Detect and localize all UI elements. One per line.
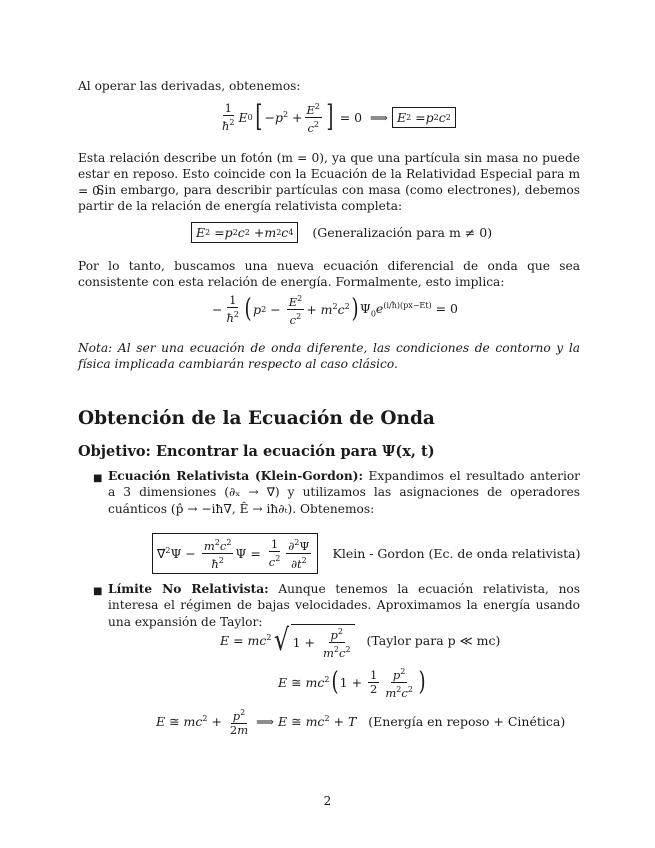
equation-derivative-result: $\frac{1}{ħ^2}$ E 0 [ $-p^2$ + $\frac{E^2}{c^2}$ ] = 0 ⟹ E 2 = p 2 c 2 xyxy=(218,100,456,135)
generalization-note: (Generalización para m ≠ 0) xyxy=(312,225,493,240)
paragraph-intro: Al operar las derivadas, obtenemos: xyxy=(78,79,301,93)
equation-relativistic-energy xyxy=(191,222,492,243)
subsection-title: Objetivo: Encontrar la ecuación para Ψ(x, t) xyxy=(78,443,435,460)
equation-energy-sqrt: E = $mc^2$ √ 1 + $\frac{p^2}{m^2c^2}$ (Taylor para p ≪ mc) xyxy=(220,622,501,660)
klein-gordon-label: Klein - Gordon (Ec. de onda relativista) xyxy=(332,545,581,561)
section-title: Obtención de la Ecuación de Onda xyxy=(78,408,435,429)
bullet-icon: ■ xyxy=(93,586,103,597)
equation-energy-rest-kinetic: E ≅ $mc^2$ + $\frac{p^2}{2m}$ ⟹ E ≅ $mc^2 + T$ (Energía en reposo + Cinética) xyxy=(156,708,566,737)
boxed-energy-relation: E 2 = p 2 c 2 + m 2 c 4 xyxy=(191,222,298,243)
bullet-icon: ■ xyxy=(93,473,103,484)
equation-klein-gordon xyxy=(152,533,580,574)
boxed-klein-gordon: ∇⃗$^2$Ψ − $\frac{m^2c^2}{ħ^2}$ Ψ = $\frac{1}{c^2}$ $\frac{\partial^2\Psi}{\partial t^2}$ xyxy=(152,533,318,574)
list-item-heading: Límite No Relativista: xyxy=(108,582,269,596)
note-paragraph: Nota: Al ser una ecuación de onda diferente, las condiciones de contorno y la física implicada cambiarán respecto al caso clásico. xyxy=(78,341,580,372)
paragraph-new-equation: Por lo tanto, buscamos una nueva ecuación diferencial de onda que sea consistente con esta relación de energía. Formalmente, esto implica: xyxy=(78,259,580,290)
equation-energy-approx: E ≅ $mc^2$ ( 1 + $\frac{1}{2}$ $\frac{p^2}{m^2c^2}$ ) xyxy=(278,667,426,700)
boxed-photon-relation: E 2 = p 2 c 2 xyxy=(392,107,456,128)
list-item-klein-gordon xyxy=(108,468,580,517)
paragraph-photon: Esta relación describe un fotón (m = 0), ya que una partícula sin masa no puede estar en reposo. Esto coincide con la Ecuación de la Relatividad Especial para m = 0. xyxy=(78,151,580,198)
taylor-note: (Taylor para p ≪ mc) xyxy=(366,633,501,649)
paragraph-massive: Sin embargo, para describir partículas con masa (como electrones), debemos partir de la relación de energía relativista completa: xyxy=(78,183,580,214)
equation-wave-operator: − $\frac{1}{ħ^2}$ ( p 2 − $\frac{E^2}{c^2}$ + $m^2c^2$ ) $\Psi_0e^{(i/ħ)(px-Et)} = 0$ xyxy=(212,292,458,327)
list-item-text: Aunque tenemos la ecuación relativista, nos interesa el régimen de bajas velocidades. Aproximamos la energía usando una expansión de Taylor: xyxy=(108,582,581,629)
energy-note: (Energía en reposo + Cinética) xyxy=(368,713,566,729)
page-number: 2 xyxy=(323,794,332,808)
list-item-text: Expandimos el resultado anterior a 3 dimensiones (∂ₓ → ∇⃗) y utilizamos las asignaciones de operadores cuánticos (p̂ → −iħ∇, Ê → iħ∂ₜ). Obtenemos: xyxy=(108,469,581,516)
list-item-heading: Ecuación Relativista (Klein-Gordon): xyxy=(108,469,363,483)
